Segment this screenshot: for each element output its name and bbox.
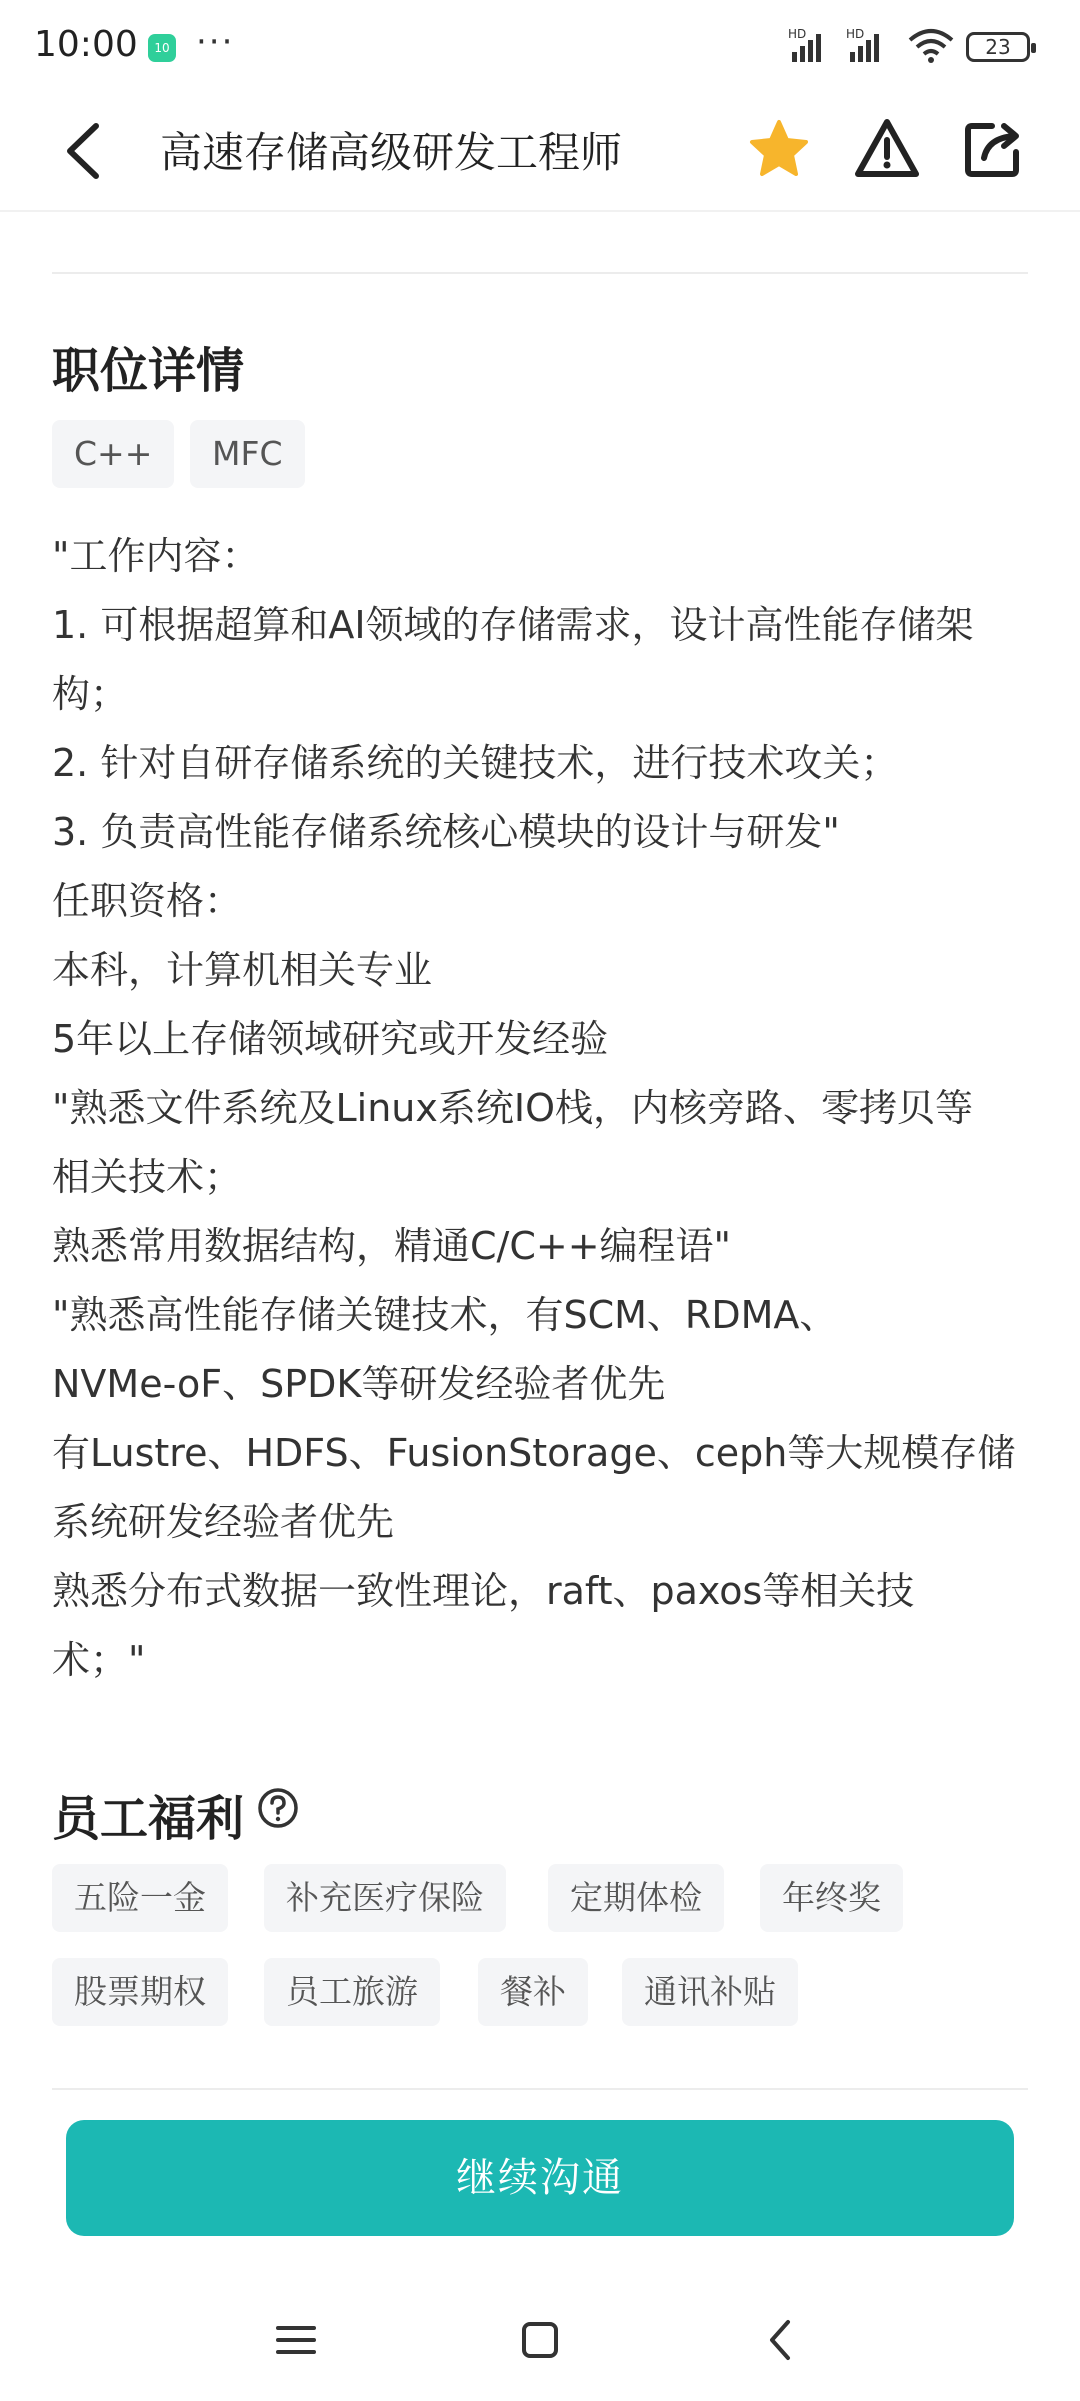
benefit-tag: 股票期权 (52, 1958, 228, 2026)
home-icon[interactable] (510, 2310, 570, 2370)
app-notification-icon: 10 (148, 34, 176, 62)
wifi-icon (906, 26, 956, 66)
desc-line: 熟悉常用数据结构，精通C/C++编程语" (52, 1224, 732, 1268)
signal-icon (788, 26, 848, 66)
job-description (52, 522, 1042, 1695)
back-icon[interactable] (752, 2310, 812, 2370)
divider-bottom (52, 2088, 1028, 2090)
status-time: 10:00 (34, 24, 138, 65)
desc-line: 任职资格： (52, 879, 243, 923)
svg-text:HD: HD (846, 27, 865, 41)
desc-line: "熟悉文件系统及Linux系统IO栈，内核旁路、零拷贝等 (52, 1086, 973, 1130)
desc-line: NVMe-oF、SPDK等研发经验者优先 (52, 1362, 666, 1406)
desc-line: "工作内容： (52, 534, 260, 578)
more-notifications-icon: ··· (196, 22, 235, 62)
skill-tag: C++ (52, 420, 174, 488)
share-icon[interactable] (958, 114, 1028, 184)
desc-line: 相关技术； (52, 1155, 243, 1199)
star-icon[interactable] (744, 114, 814, 184)
desc-line: 有Lustre、HDFS、FusionStorage、ceph等大规模存储 (52, 1431, 1016, 1475)
menu-icon[interactable] (266, 2310, 326, 2370)
desc-line: 术；" (52, 1638, 146, 1682)
continue-chat-button[interactable]: 继续沟通 (66, 2120, 1014, 2236)
benefit-tag: 定期体检 (548, 1864, 724, 1932)
status-bar (0, 0, 1080, 90)
divider-top (52, 272, 1028, 274)
job-details-title: 职位详情 (52, 343, 245, 399)
desc-line: "熟悉高性能存储关键技术，有SCM、RDMA、 (52, 1293, 838, 1337)
system-nav-bar (0, 2270, 1080, 2401)
desc-line: 5年以上存储领域研究或开发经验 (52, 1017, 609, 1061)
back-arrow-icon[interactable] (56, 116, 116, 186)
benefit-tag: 餐补 (478, 1958, 588, 2026)
benefit-tag: 补充医疗保险 (264, 1864, 506, 1932)
header (0, 90, 1080, 212)
page-title: 高速存储高级研发工程师 (160, 128, 623, 177)
svg-text:HD: HD (788, 27, 807, 41)
desc-line: 系统研发经验者优先 (52, 1500, 395, 1544)
benefit-tag: 员工旅游 (264, 1958, 440, 2026)
question-icon[interactable] (256, 1786, 300, 1830)
desc-line: 1. 可根据超算和AI领域的存储需求，设计高性能存储架 (52, 603, 974, 647)
desc-line: 熟悉分布式数据一致性理论，raft、paxos等相关技 (52, 1569, 915, 1613)
signal-icon-2 (846, 26, 906, 66)
warning-icon[interactable] (852, 114, 922, 184)
benefit-tag: 五险一金 (52, 1864, 228, 1932)
desc-line: 2. 针对自研存储系统的关键技术，进行技术攻关； (52, 741, 899, 785)
desc-line: 构； (52, 672, 129, 716)
battery-icon: 23 (966, 32, 1030, 62)
benefit-tag: 通讯补贴 (622, 1958, 798, 2026)
benefit-tag: 年终奖 (760, 1864, 903, 1932)
desc-line: 本科，计算机相关专业 (52, 948, 433, 992)
desc-line: 3. 负责高性能存储系统核心模块的设计与研发" (52, 810, 840, 854)
skill-tag: MFC (190, 420, 305, 488)
benefits-title: 员工福利 (52, 1791, 245, 1847)
